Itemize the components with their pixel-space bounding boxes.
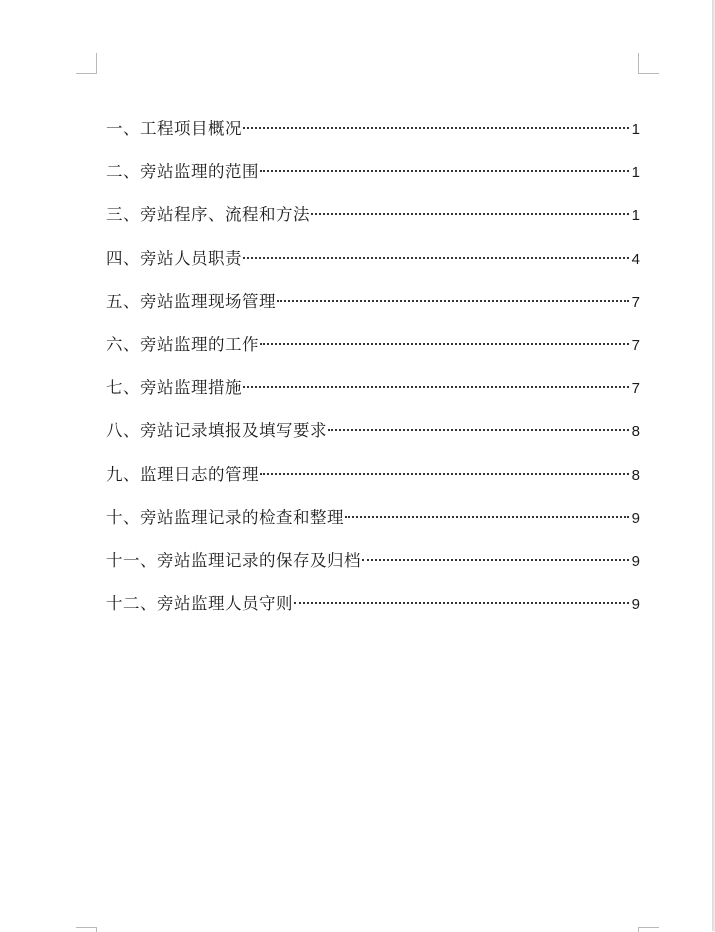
toc-dot-leader: [260, 458, 629, 480]
toc-page-number[interactable]: 9: [631, 552, 640, 570]
toc-page-number[interactable]: 4: [631, 250, 640, 268]
toc-page-number[interactable]: 1: [631, 121, 640, 138]
crop-mark-top-left: [76, 53, 97, 74]
toc-entry-title[interactable]: 二、旁站监理的范围: [106, 162, 259, 182]
toc-entry-title[interactable]: 十二、旁站监理人员守则: [106, 594, 293, 614]
toc-entry[interactable]: [106, 458, 640, 501]
toc-dot-leader: [277, 285, 629, 307]
toc-entry-title[interactable]: 五、旁站监理现场管理: [106, 291, 276, 311]
toc-page-number[interactable]: 7: [631, 336, 640, 354]
toc-dot-leader: [328, 414, 629, 436]
toc-entry-title[interactable]: 六、旁站监理的工作: [106, 334, 259, 354]
toc-dot-leader: [243, 371, 629, 393]
crop-mark-bottom-right: [638, 927, 659, 932]
toc-page-number[interactable]: 9: [631, 509, 640, 527]
toc-dot-leader: [243, 112, 629, 134]
toc-entry[interactable]: [106, 155, 640, 198]
toc-entry[interactable]: [106, 414, 640, 457]
toc-dot-leader: [243, 242, 629, 264]
toc-entry-title[interactable]: 三、旁站程序、流程和方法: [106, 205, 310, 225]
crop-mark-bottom-left: [76, 927, 97, 932]
toc-entry-title[interactable]: 八、旁站记录填报及填写要求: [106, 421, 327, 441]
toc-page-number[interactable]: 1: [631, 164, 640, 182]
toc-entry[interactable]: [106, 371, 640, 414]
toc-entry[interactable]: [106, 242, 640, 285]
toc-entry-title[interactable]: 十一、旁站监理记录的保存及归档: [106, 550, 361, 570]
toc-entry-title[interactable]: 七、旁站监理措施: [106, 378, 242, 398]
toc-page-number[interactable]: 7: [631, 380, 640, 398]
toc-page-number[interactable]: 8: [631, 423, 640, 441]
toc-entry-title[interactable]: 一、工程项目概况: [106, 119, 242, 138]
toc-entry[interactable]: [106, 198, 640, 241]
toc-page-number[interactable]: 8: [631, 466, 640, 484]
toc-dot-leader: [260, 155, 629, 177]
toc-entry[interactable]: [106, 328, 640, 371]
toc-entry[interactable]: [106, 112, 640, 155]
toc-page-number[interactable]: 1: [631, 207, 640, 225]
toc-dot-leader: [260, 328, 629, 350]
toc-entry[interactable]: [106, 285, 640, 328]
toc-dot-leader: [345, 501, 629, 523]
toc-dot-leader: [294, 587, 629, 609]
crop-mark-top-right: [638, 53, 659, 74]
toc-page-number[interactable]: 7: [631, 293, 640, 311]
toc-entry[interactable]: [106, 544, 640, 587]
toc-entry[interactable]: [106, 501, 640, 544]
table-of-contents: [106, 112, 640, 630]
toc-entry[interactable]: [106, 587, 640, 630]
toc-dot-leader: [311, 198, 629, 220]
toc-entry-title[interactable]: 九、监理日志的管理: [106, 464, 259, 484]
toc-entry-title[interactable]: 四、旁站人员职责: [106, 248, 242, 268]
toc-entry-title[interactable]: 十、旁站监理记录的检查和整理: [106, 507, 344, 527]
toc-dot-leader: [362, 544, 629, 566]
toc-page-number[interactable]: 9: [631, 596, 640, 614]
